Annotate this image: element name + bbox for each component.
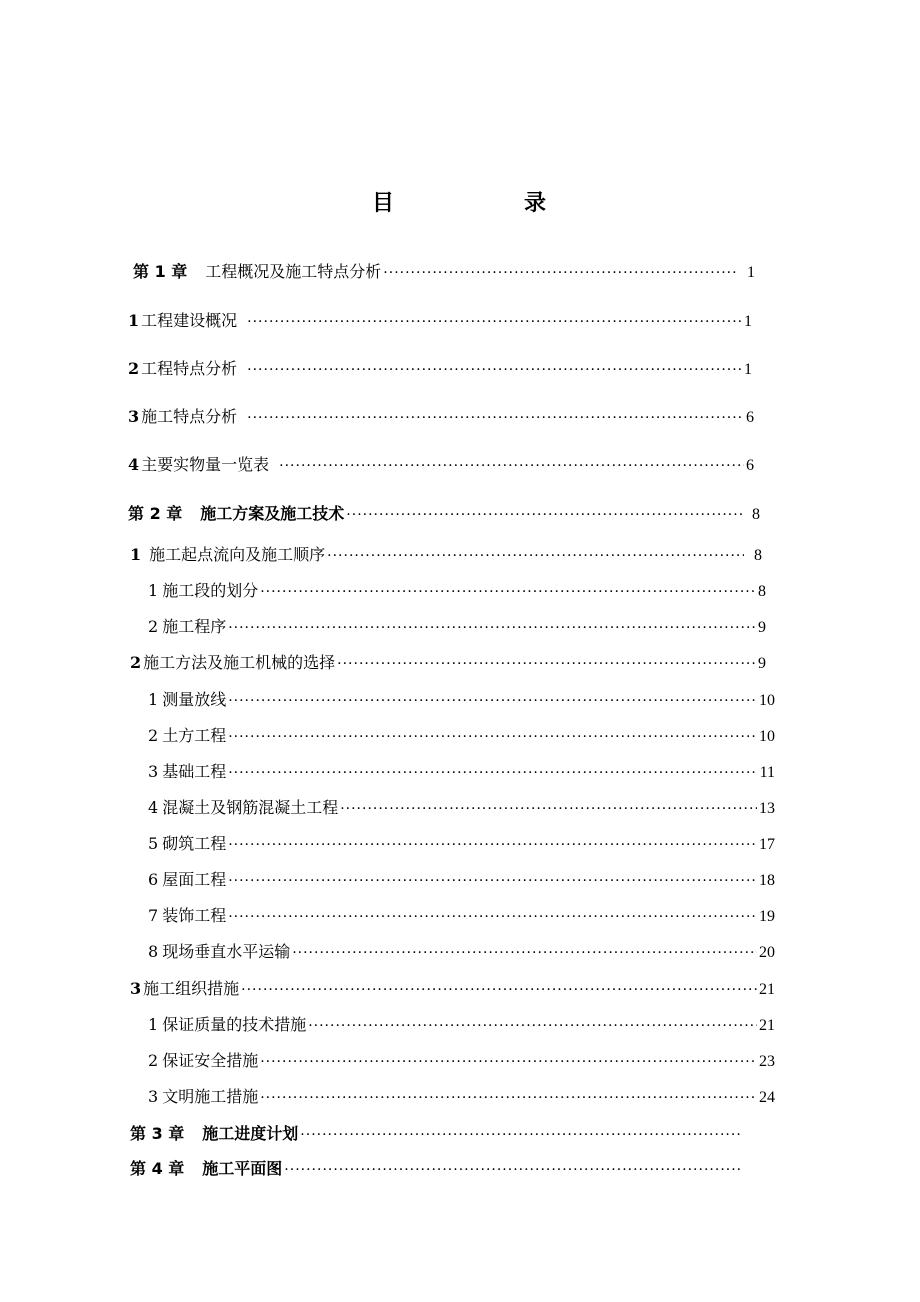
subsection-number: 1 (148, 690, 159, 709)
section-number: 1 (130, 545, 142, 564)
toc-subsection-2-1-2[interactable] (148, 615, 766, 639)
dot-leader (337, 652, 756, 676)
toc-subsection-2-2-8[interactable] (148, 940, 775, 964)
page-number: 20 (759, 944, 775, 961)
subsection-number: 4 (148, 798, 159, 817)
subsection-title: 施工段的划分 (162, 581, 259, 600)
dot-leader (228, 689, 757, 713)
page-number: 19 (759, 908, 775, 925)
toc-subsection-2-1-1[interactable] (148, 579, 766, 603)
toc-subsection-2-2-5[interactable] (148, 832, 775, 856)
subsection-title: 混凝土及钢筋混凝土工程 (162, 798, 339, 817)
dot-leader (327, 544, 744, 568)
page-number: 10 (759, 728, 775, 745)
toc-section-4[interactable] (128, 453, 754, 477)
subsection-number: 8 (148, 942, 159, 961)
page-number: 6 (746, 457, 754, 474)
page-number: 18 (759, 872, 775, 889)
page-number: 9 (758, 655, 766, 672)
dot-leader (284, 1158, 740, 1182)
subsection-title: 保证安全措施 (162, 1051, 259, 1070)
subsection-number: 2 (148, 617, 159, 636)
toc-subsection-2-2-1[interactable] (148, 688, 775, 712)
section-title: 施工方法及施工机械的选择 (143, 653, 336, 672)
dot-leader (228, 761, 757, 785)
subsection-number: 2 (148, 1051, 159, 1070)
toc-subsection-2-2-4[interactable] (148, 796, 775, 820)
page-number: 1 (747, 264, 755, 281)
toc-section-3[interactable] (128, 405, 754, 429)
page-number: 9 (758, 619, 766, 636)
page-number: 8 (752, 506, 760, 523)
toc-subsection-2-3-1[interactable] (148, 1013, 775, 1037)
toc-section-2[interactable] (128, 357, 752, 381)
section-number: 3 (130, 979, 142, 998)
dot-leader (308, 1014, 757, 1038)
subsection-title: 保证质量的技术措施 (162, 1015, 307, 1034)
page-number: 11 (759, 764, 775, 781)
toc-chapter-1[interactable] (133, 260, 755, 284)
section-title: 主要实物量一览表 (141, 455, 270, 474)
subsection-title: 土方工程 (162, 726, 227, 745)
dot-leader (260, 1050, 757, 1074)
dot-leader (228, 905, 757, 929)
subsection-number: 5 (148, 834, 159, 853)
section-title: 施工特点分析 (141, 407, 238, 426)
subsection-number: 3 (148, 762, 159, 781)
chapter-title: 工程概况及施工特点分析 (205, 262, 382, 281)
subsection-number: 7 (148, 906, 159, 925)
dot-leader (247, 406, 744, 430)
subsection-number: 2 (148, 726, 159, 745)
toc-title (0, 188, 920, 224)
subsection-title: 施工程序 (162, 617, 227, 636)
toc-subsection-2-3-2[interactable] (148, 1049, 775, 1073)
dot-leader (346, 503, 742, 527)
toc-section-2-2[interactable] (130, 651, 766, 675)
subsection-title: 文明施工措施 (162, 1087, 259, 1106)
section-number: 2 (128, 359, 140, 378)
dot-leader (260, 1086, 757, 1110)
chapter-number: 第 3 章 (130, 1124, 185, 1143)
subsection-title: 装饰工程 (162, 906, 227, 925)
subsection-title: 测量放线 (162, 690, 227, 709)
chapter-title: 施工进度计划 (202, 1124, 299, 1143)
page-number: 8 (754, 547, 762, 564)
toc-section-2-1[interactable] (130, 543, 762, 567)
toc-chapter-2[interactable] (128, 502, 760, 526)
dot-leader (228, 725, 757, 749)
page-number: 21 (759, 1017, 775, 1034)
page-number: 24 (759, 1089, 775, 1106)
subsection-number: 1 (148, 581, 159, 600)
toc-subsection-2-3-3[interactable] (148, 1085, 775, 1109)
toc-subsection-2-2-7[interactable] (148, 904, 775, 928)
page-number: 21 (759, 981, 775, 998)
dot-leader (300, 1123, 740, 1147)
dot-leader (247, 310, 742, 334)
chapter-number: 第 2 章 (128, 504, 183, 523)
section-title: 工程特点分析 (141, 359, 238, 378)
subsection-number: 1 (148, 1015, 159, 1034)
dot-leader (260, 580, 756, 604)
toc-section-1[interactable] (128, 309, 752, 333)
page-number: 1 (744, 361, 752, 378)
dot-leader (228, 616, 756, 640)
page-number: 10 (759, 692, 775, 709)
section-title: 工程建设概况 (141, 311, 238, 330)
section-title: 施工组织措施 (143, 979, 240, 998)
subsection-title: 现场垂直水平运输 (162, 942, 291, 961)
page-number: 17 (759, 836, 775, 853)
chapter-title: 施工平面图 (202, 1159, 283, 1178)
page-number: 1 (744, 313, 752, 330)
page-number: 8 (758, 583, 766, 600)
page-number: 6 (746, 409, 754, 426)
toc-subsection-2-2-3[interactable] (148, 760, 775, 784)
dot-leader (228, 869, 757, 893)
title-char-lu: 录 (524, 191, 547, 216)
section-number: 1 (128, 311, 140, 330)
title-char-mu: 目 (372, 191, 395, 216)
dot-leader (228, 833, 757, 857)
page-number: 13 (759, 800, 775, 817)
dot-leader (292, 941, 757, 965)
subsection-title: 屋面工程 (162, 870, 227, 889)
toc-chapter-4[interactable] (130, 1157, 742, 1181)
section-number: 2 (130, 653, 142, 672)
toc-subsection-2-2-2[interactable] (148, 724, 775, 748)
chapter-title: 施工方案及施工技术 (200, 504, 345, 523)
section-title: 施工起点流向及施工顺序 (149, 545, 326, 564)
dot-leader (241, 978, 757, 1002)
subsection-number: 3 (148, 1087, 159, 1106)
toc-section-2-3[interactable] (130, 977, 775, 1001)
subsection-title: 砌筑工程 (162, 834, 227, 853)
toc-chapter-3[interactable] (130, 1122, 742, 1146)
subsection-title: 基础工程 (162, 762, 227, 781)
chapter-number: 第 4 章 (130, 1159, 185, 1178)
chapter-number: 第 1 章 (133, 262, 188, 281)
dot-leader (340, 797, 757, 821)
dot-leader (279, 454, 744, 478)
dot-leader (383, 261, 737, 285)
dot-leader (247, 358, 742, 382)
section-number: 4 (128, 455, 140, 474)
section-number: 3 (128, 407, 140, 426)
subsection-number: 6 (148, 870, 159, 889)
page-number: 23 (759, 1053, 775, 1070)
toc-subsection-2-2-6[interactable] (148, 868, 775, 892)
